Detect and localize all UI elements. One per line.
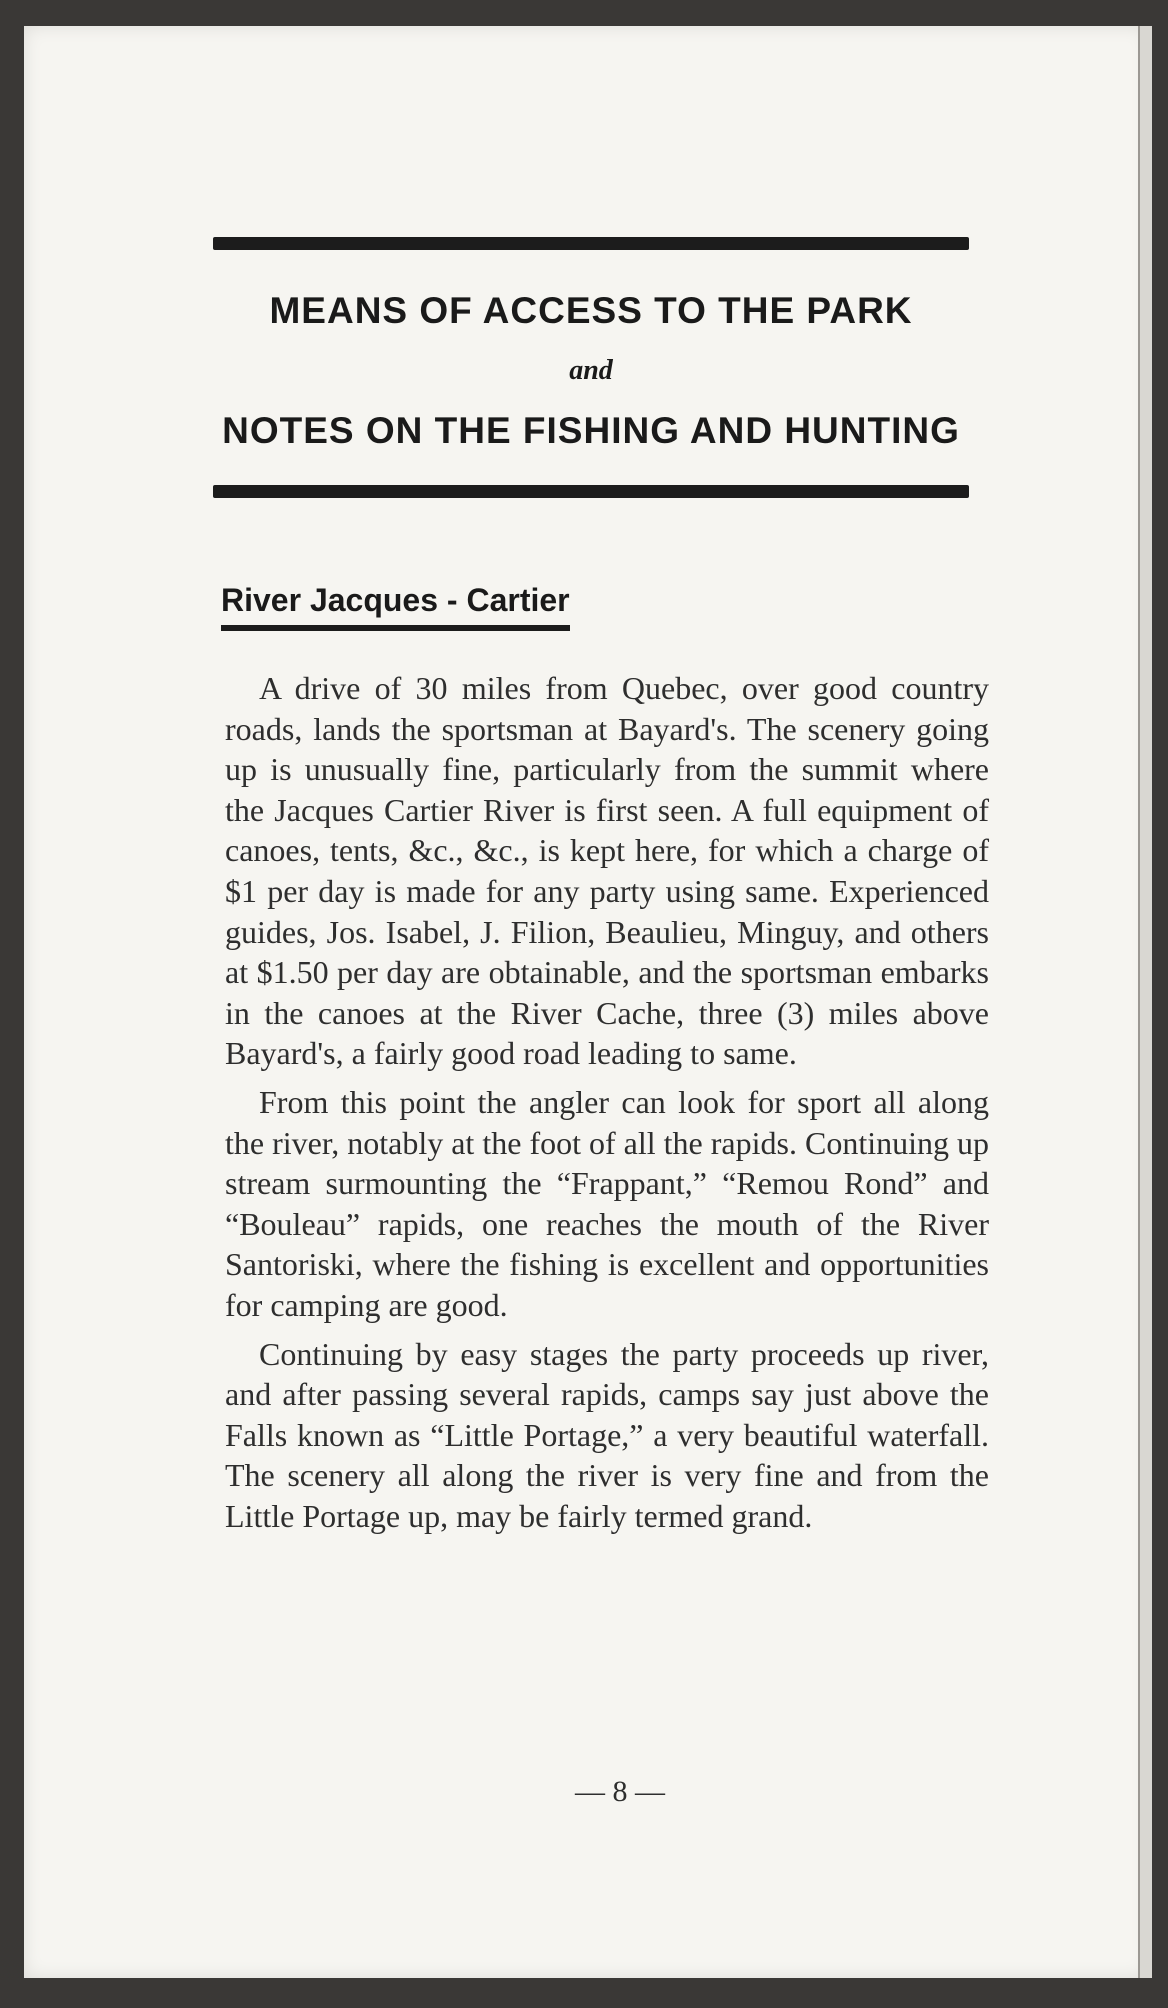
page-edge [1138, 26, 1152, 1978]
paragraph-2: From this point the angler can look for sport all along the river, notably at the foot of all the rapids. Continuing up stream surmounting the “Frappant,” “Remou Rond” and “Bouleau” rapids, one reaches the mouth of the River Santoriski, where the fishing is excellent and opportunities for camping are good. [225, 1083, 989, 1323]
title-connector: and [569, 355, 613, 386]
page-number: — 8 — [575, 1775, 665, 1808]
section-body [225, 668, 989, 1544]
section-title: River Jacques - Cartier [221, 582, 570, 631]
title-line-2: NOTES ON THE FISHING AND HUNTING [222, 410, 960, 451]
title-line-1: MEANS OF ACCESS TO THE PARK [269, 290, 913, 331]
paragraph-1: A drive of 30 miles from Quebec, over good country roads, lands the sportsman at Bayard's. The scenery going up is unusually fine, particularly from the summit where the Jacques Cartier River is first seen. A full equipment of canoes, tents, &c., &c., is kept here, for which a charge of $1 per day is made for any party using same. Experienced guides, Jos. Isabel, J. Filion, Beaulieu, Minguy, and others at $1.50 per day are obtainable, and the sportsman embarks in the canoes at the River Cache, three (3) miles above Bayard's, a fairly good road leading to same. [225, 670, 989, 1072]
bottom-rule [213, 485, 969, 498]
paragraph-3: Continuing by easy stages the party proceeds up river, and after passing several rapids, camps say just above the Falls known as “Little Portage,” a very beautiful waterfall. The scenery all along the river is very fine and from the Little Portage up, may be fairly termed grand. [225, 1335, 989, 1534]
top-rule [213, 237, 969, 250]
